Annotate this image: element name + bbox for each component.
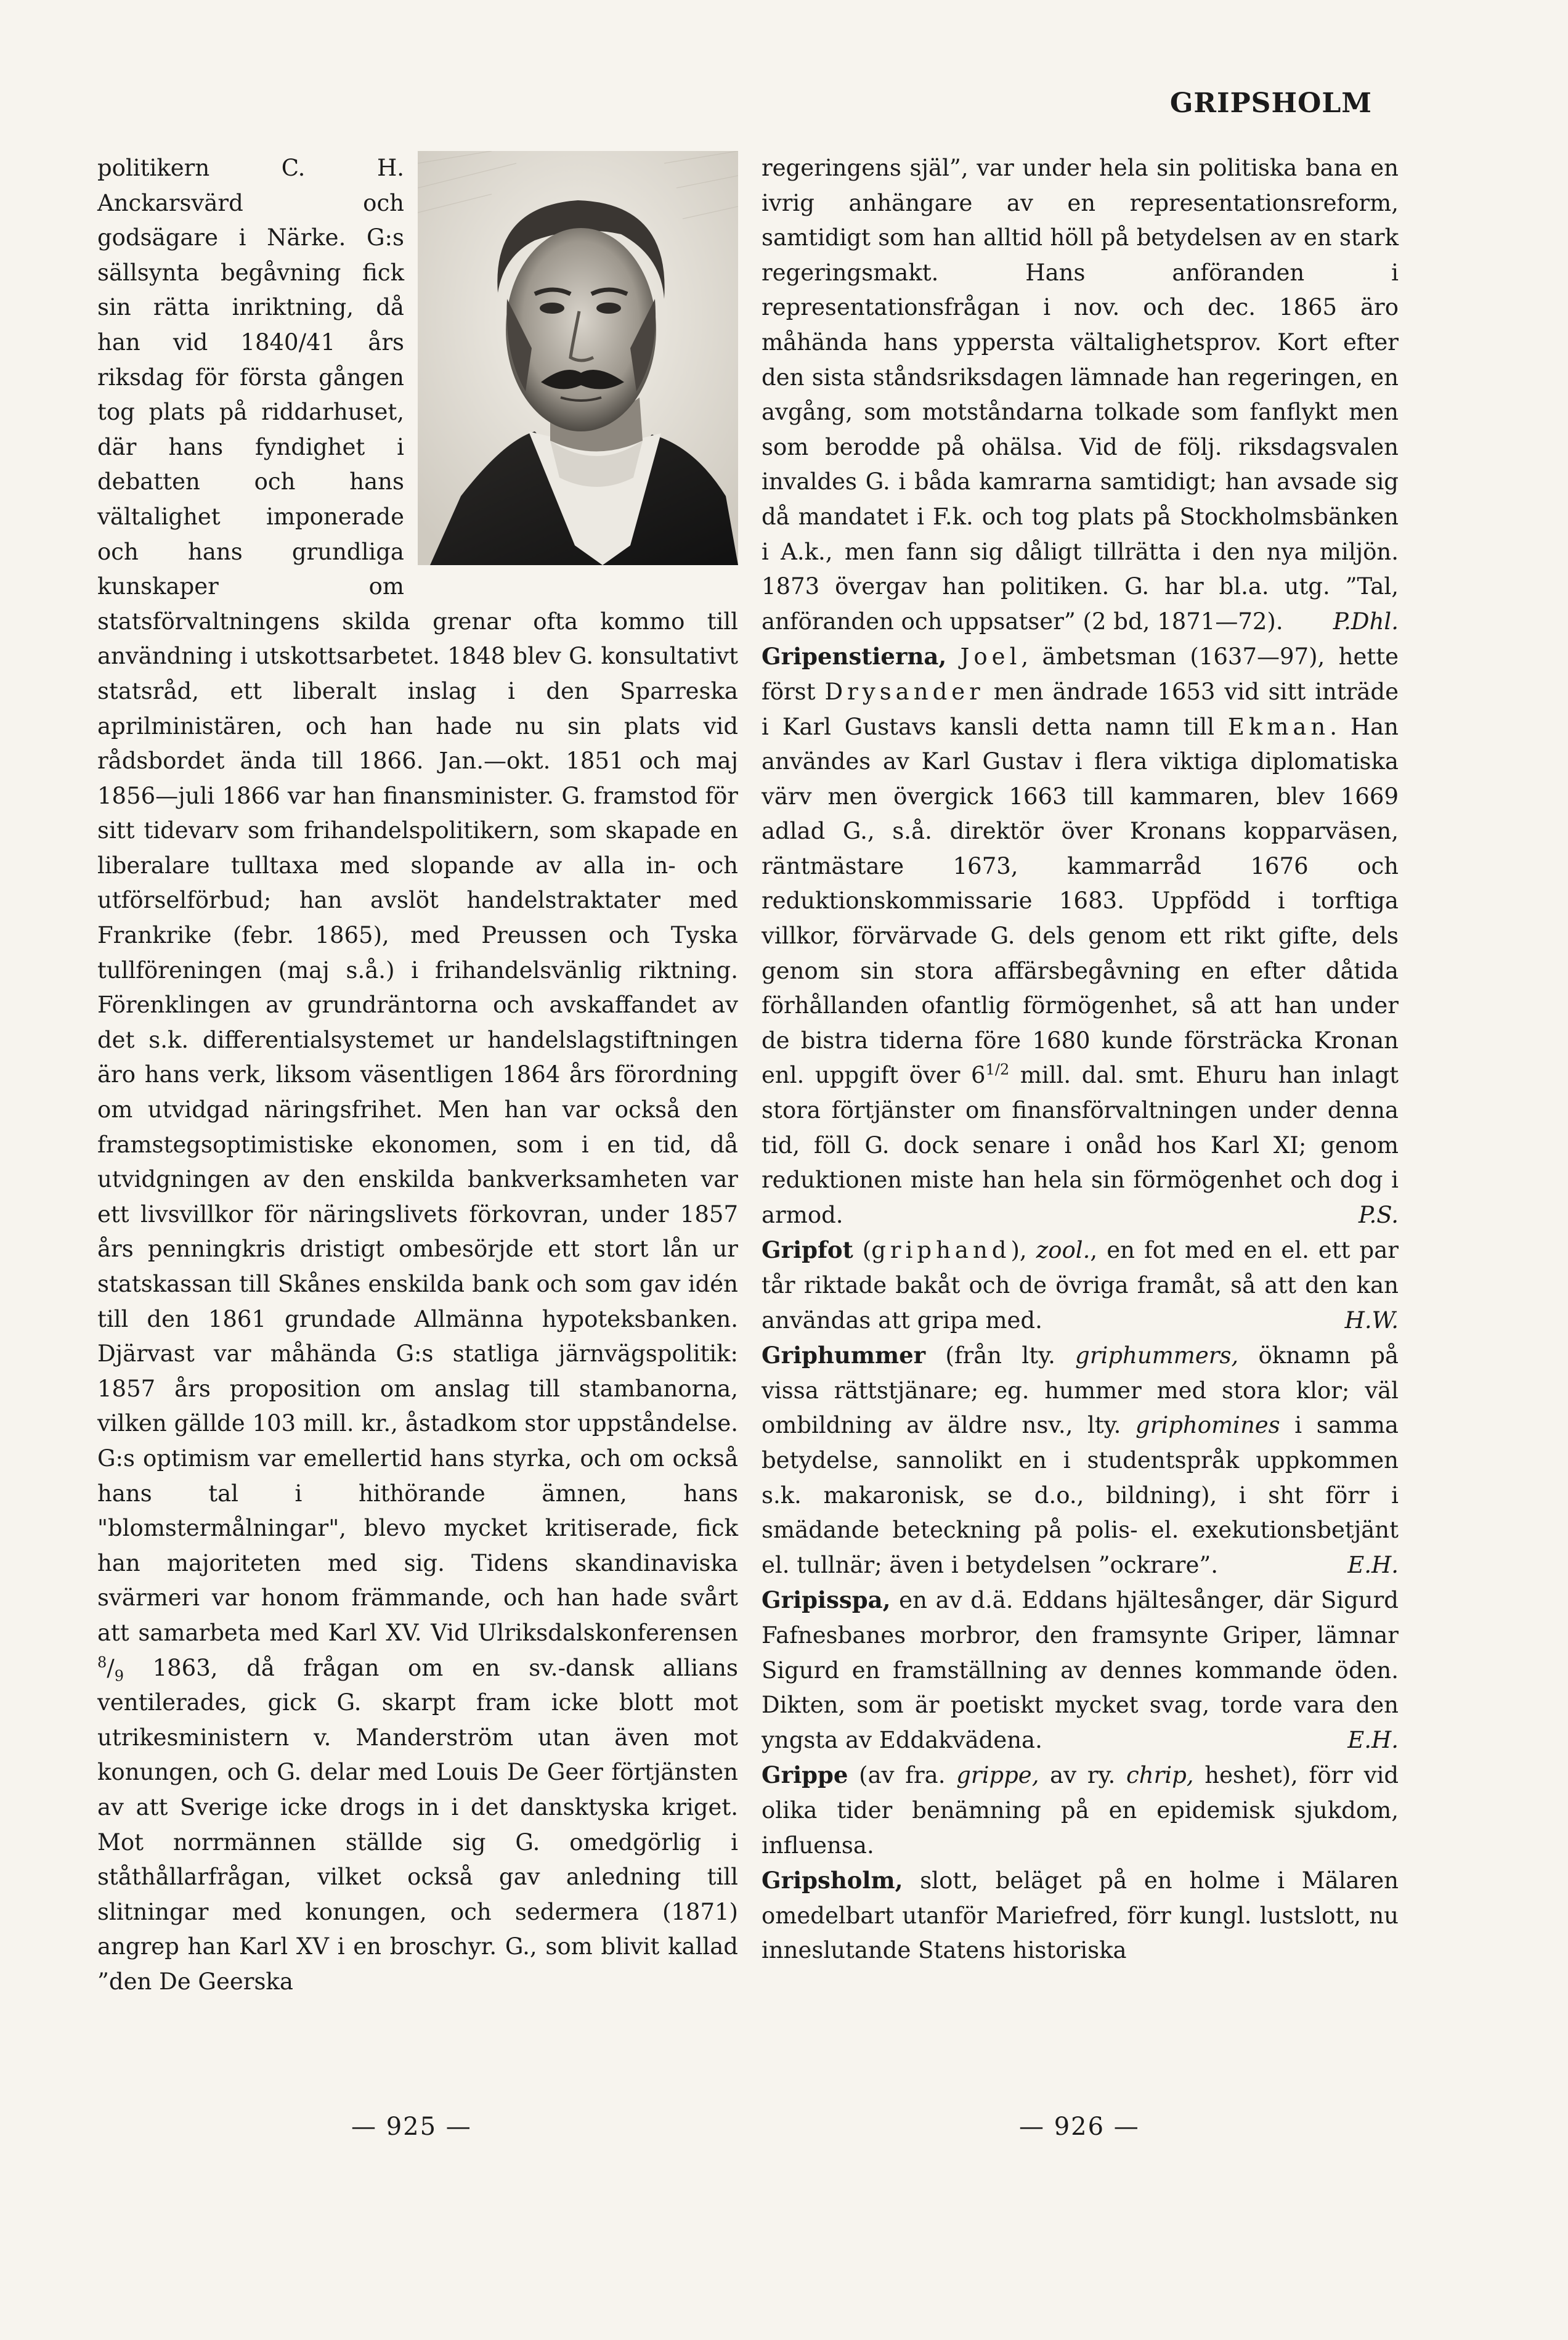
left-column	[97, 151, 738, 1999]
fraction-denominator: 9	[114, 1666, 124, 1684]
entry-gripenstierna: Gripenstierna, Joel, ämbetsman (1637—97), hette först Drysander men ändrade 1653 vid sitt inträde i Karl Gustavs kansli detta namn till Ekman. Han användes av Karl Gustav i flera viktiga diplomatiska värv men övergick 1663 till kammaren, blev 1669 adlad G., s.å. direktör över Kronans kopparväsen, räntmästare 1673, kammarråd 1676 och reduktionskommissarie 1683. Uppfödd i torftiga villkor, förvärvade G. dels genom ett rikt gifte, dels genom sin stora affärsbegåvning en efter dåtida förhållanden ofantlig förmögenhet, så att han under de bistra tiderna före 1680 kunde försträcka Kronan enl. uppgift över $6^{1/2}$ mill. dal. smt. Ehuru han inlagt stora förtjänster om finansförvaltningen under denna tid, föll G. dock senare i onåd hos Karl XI; genom reduktionen miste han hela sin förmögenhet och dog i armod. P.S.	[762, 639, 1399, 1233]
entry-griphummer: Griphummer (från lty. griphummers, öknamn på vissa rättstjänare; eg. hummer med stora klor; väl ombildning av äldre nsv., lty. griphomines i samma betydelse, sannolikt en i studentspråk uppkommen s.k. makaronisk, se d.o., bildning), i sht förr i smädande beteckning på polis- el. exekutionsbetjänt el. tullnär; även i betydelsen ”ockrare”. E.H.	[762, 1338, 1399, 1583]
headword: Gripenstierna,	[762, 643, 947, 671]
page-number-right: — 926 —	[1019, 2113, 1140, 2141]
right-column	[762, 151, 1399, 1968]
entry-gripsholm: Gripsholm, slott, beläget på en holme i Mälaren omedelbart utanför Mariefred, förr kungl. lustslott, nu inneslutande Statens historiska	[762, 1867, 1399, 1964]
headword: Griphummer	[762, 1342, 926, 1369]
author-signature: E.H.	[1347, 1551, 1399, 1578]
headword: Gripfot	[762, 1236, 853, 1264]
author-signature: E.H.	[1347, 1726, 1399, 1753]
headword: Grippe	[762, 1761, 848, 1789]
entry-gripfot: Gripfot (griphand), zool., en fot med en el. ett par tår riktade bakåt och de övriga framåt, så att den kan användas att gripa med. H.W.	[762, 1233, 1399, 1338]
headword: Gripsholm,	[762, 1867, 903, 1894]
article-continued: regeringens själ”, var under hela sin politiska bana en ivrig anhängare av en representationsreform, samtidigt som han alltid höll på betydelsen av en stark regeringsmakt. Hans anföranden i representationsfrågan i nov. och dec. 1865 äro måhända hans yppersta vältalighetsprov. Kort efter den sista ståndsriksdagen lämnade han regeringen, en avgång, som motståndarna tolkade som fanflykt men som berodde på ohälsa. Vid de följ. riksdagsvalen invaldes G. i båda kamrarna samtidigt; han avsade sig då mandatet i F.k. och tog plats på Stockholmsbänken i A.k., men fann sig dåligt tillrätta i den nya miljön. 1873 övergav han politiken. G. har bl.a. utg. ”Tal, anföranden och uppsatser” (2 bd, 1871—72). P.Dhl.	[762, 151, 1399, 639]
page-number-left: — 925 —	[351, 2113, 472, 2141]
entry-grippe: Grippe (av fra. grippe, av ry. chrip, heshet), förr vid olika tider benämning på en epidemisk sjukdom, influensa.	[762, 1761, 1399, 1859]
running-head: GRIPSHOLM	[1169, 88, 1372, 119]
entry-gripisspa: Gripisspa, en av d.ä. Eddans hjältesånger, där Sigurd Fafnesbanes morbror, den framsynte Griper, lämnar Sigurd en framställning av dennes kommande öden. Dikten, som är poetiskt mycket svag, torde vara den yngsta av Eddakvädena. E.H.	[762, 1583, 1399, 1758]
headword: Gripisspa,	[762, 1586, 891, 1614]
author-signature: P.Dhl.	[1333, 608, 1399, 635]
article-text-griph-continued: politikern C. H. Anckarsvärd och godsägare i Närke. G:s sällsynta begåvning fick sin rätta inriktning, då han vid 1840/41 års riksdag för första gången tog plats på riddarhuset, där hans fyndighet i debatten och hans vältalighet imponerade och hans grundliga kunskaper om statsförvaltningens skilda grenar ofta kommo till användning i utskottsarbetet. 1848 blev G. konsultativt statsråd, ett liberalt inslag i den Sparreska aprilministären, och han hade nu sin plats vid rådsbordet ända till 1866. Jan.—okt. 1851 och maj 1856—juli 1866 var han finansminister. G. framstod för sitt tidevarv som frihandelspolitikern, som skapade en liberalare tulltaxa med slopande av alla in- och utförselförbud; han avslöt handelstraktater med Frankrike (febr. 1865), med Preussen och Tyska tullföreningen (maj s.å.) i frihandelsvänlig riktning. Förenklingen av grundräntorna och avskaffandet av det s.k. differentialsystemet ur handelslagstiftningen äro hans verk, liksom väsentligen 1864 års förordning om utvidgad näringsfrihet. Men han var också den framstegsoptimistiske ekonomen, som i en tid, då utvidgningen av den enskilda bankverksamheten var ett livsvillkor för näringslivets förkovran, under 1857 års penningkris dristigt ombesörjde ett stort lån ur statskassan till Skånes enskilda bank och som gav idén till den 1861 grundade Allmänna hypoteksbanken. Djärvast var måhända G:s statliga järnvägspolitik: 1857 års proposition om anslag till stambanorna, vilken gällde 103 mill. kr., åstadkom stor uppståndelse. G:s optimism var emellertid hans styrka, och om också hans tal i hithörande ämnen, hans "blomstermålningar", blevo mycket kritiserade, fick han majoriteten med sig. Tidens skandinaviska svärmeri var honom främmande, och han hade svårt att samarbeta med Karl XV. Vid Ulriksdalskonferensen $^8/_9$ 1863, då frågan om en sv.-dansk allians ventilerades, gick G. skarpt fram icke blott mot utrikesministern v. Manderström utan även mot konungen, och G. delar med Louis De Geer förtjänsten av att Sverige icke drogs in i det dansktyska kriget. Mot norrmännen ställde sig G. omedgörlig i ståthållarfrågan, vilket också gav anledning till slitningar med konungen, och sedermera (1871) angrep han Karl XV i en broschyr. G., som blivit kallad ”den De Geerska	[97, 155, 738, 1995]
portrait-engraving	[418, 151, 738, 565]
author-signature: H.W.	[1344, 1307, 1399, 1334]
fraction-numerator: 8	[97, 1653, 107, 1671]
author-signature: P.S.	[1359, 1201, 1399, 1228]
